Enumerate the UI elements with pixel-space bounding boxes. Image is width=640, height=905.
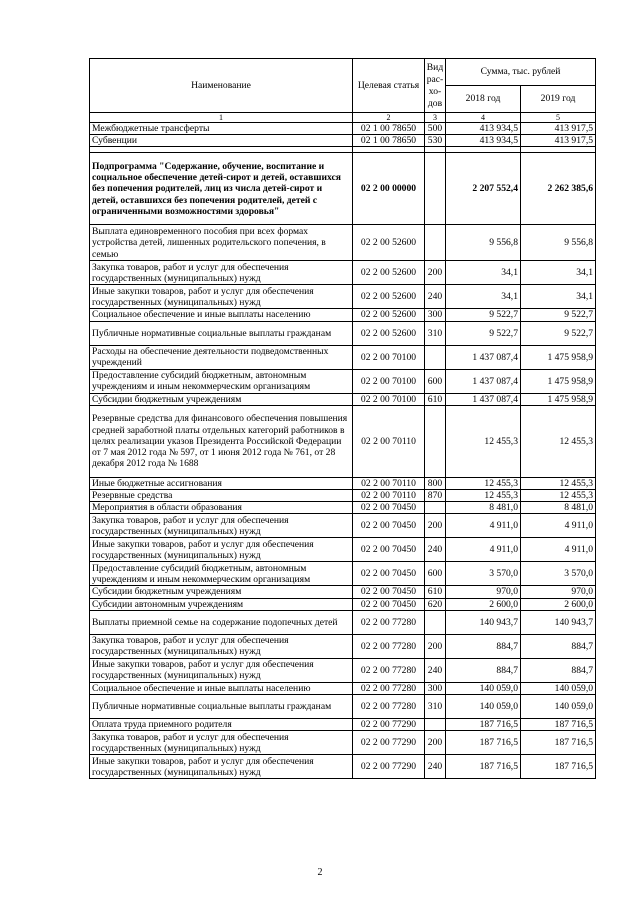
row-sum-2018: 2 207 552,4	[446, 153, 521, 225]
row-expense-type: 240	[425, 538, 446, 562]
row-target-code: 02 2 00 00000	[353, 153, 425, 225]
header-year-2019: 2019 год	[521, 86, 596, 113]
table-row	[90, 634, 596, 658]
row-target-code: 02 2 00 70110	[353, 477, 425, 489]
row-sum-2019: 187 716,5	[521, 719, 596, 731]
row-target-code: 02 2 00 52600	[353, 285, 425, 309]
table-row	[90, 598, 596, 610]
row-sum-2018: 9 522,7	[446, 309, 521, 321]
row-name: Расходы на обеспечение деятельности подведомственных учреждений	[90, 345, 353, 369]
header-type-line: рас-	[426, 73, 444, 85]
row-name: Субсидии автономным учреждениям	[90, 598, 353, 610]
row-sum-2018: 884,7	[446, 634, 521, 658]
row-sum-2018: 12 455,3	[446, 477, 521, 489]
row-sum-2018: 413 934,5	[446, 135, 521, 147]
table-row	[90, 135, 596, 147]
row-sum-2019: 1 475 958,9	[521, 369, 596, 393]
row-expense-type: 610	[425, 586, 446, 598]
table-row	[90, 755, 596, 779]
row-name: Закупка товаров, работ и услуг для обеспечения государственных (муниципальных) нужд	[90, 261, 353, 285]
row-sum-2018: 1 437 087,4	[446, 369, 521, 393]
row-sum-2019: 140 059,0	[521, 682, 596, 694]
row-sum-2018: 12 455,3	[446, 405, 521, 477]
row-expense-type: 200	[425, 634, 446, 658]
table-row	[90, 610, 596, 634]
row-name: Межбюджетные трансферты	[90, 123, 353, 135]
row-name: Иные закупки товаров, работ и услуг для обеспечения государственных (муниципальных) нужд	[90, 285, 353, 309]
row-sum-2018: 187 716,5	[446, 719, 521, 731]
row-name: Резервные средства для финансового обеспечения повышения средней заработной платы отдельных категорий работников в целях реализации указов Президента Российской Федерации от 7 мая 2012 года № 597, от 1 июня 2012 года № 761, от 28 декабря 2012 года № 1688	[90, 405, 353, 477]
table-row	[90, 538, 596, 562]
table-row	[90, 369, 596, 393]
row-sum-2019: 4 911,0	[521, 538, 596, 562]
table-row	[90, 562, 596, 586]
row-target-code: 02 2 00 77280	[353, 634, 425, 658]
table-row	[90, 586, 596, 598]
row-expense-type	[425, 225, 446, 261]
row-name: Предоставление субсидий бюджетным, автономным учреждениям и иным некоммерческим организациям	[90, 562, 353, 586]
row-target-code: 02 2 00 77280	[353, 695, 425, 719]
row-sum-2018: 970,0	[446, 586, 521, 598]
row-sum-2018: 4 911,0	[446, 514, 521, 538]
row-target-code: 02 2 00 70100	[353, 369, 425, 393]
row-name: Закупка товаров, работ и услуг для обеспечения государственных (муниципальных) нужд	[90, 731, 353, 755]
row-sum-2018: 1 437 087,4	[446, 393, 521, 405]
row-sum-2019: 9 556,8	[521, 225, 596, 261]
row-name: Иные закупки товаров, работ и услуг для обеспечения государственных (муниципальных) нужд	[90, 755, 353, 779]
row-expense-type: 240	[425, 755, 446, 779]
row-sum-2018: 34,1	[446, 285, 521, 309]
table-row	[90, 695, 596, 719]
row-name: Социальное обеспечение и иные выплаты населению	[90, 309, 353, 321]
row-expense-type: 610	[425, 393, 446, 405]
row-name: Резервные средства	[90, 490, 353, 502]
table-row	[90, 261, 596, 285]
row-sum-2018: 8 481,0	[446, 502, 521, 514]
table-row	[90, 393, 596, 405]
header-type-line: дов	[427, 97, 443, 109]
row-name: Социальное обеспечение и иные выплаты населению	[90, 682, 353, 694]
header-type	[425, 59, 446, 113]
row-expense-type: 300	[425, 309, 446, 321]
row-target-code: 02 2 00 70450	[353, 562, 425, 586]
header-type-line: Вид	[426, 61, 444, 73]
row-target-code: 02 1 00 78650	[353, 123, 425, 135]
row-expense-type	[425, 502, 446, 514]
column-index: 1	[90, 113, 353, 123]
row-sum-2018: 140 059,0	[446, 695, 521, 719]
row-target-code: 02 2 00 77280	[353, 682, 425, 694]
row-sum-2019: 2 262 385,6	[521, 153, 596, 225]
row-sum-2018: 1 437 087,4	[446, 345, 521, 369]
row-name: Субвенции	[90, 135, 353, 147]
row-sum-2019: 12 455,3	[521, 490, 596, 502]
row-sum-2018: 413 934,5	[446, 123, 521, 135]
table-row	[90, 502, 596, 514]
row-name: Мероприятия в области образования	[90, 502, 353, 514]
row-target-code: 02 2 00 77280	[353, 658, 425, 682]
row-expense-type	[425, 345, 446, 369]
row-target-code: 02 2 00 77290	[353, 731, 425, 755]
row-target-code: 02 2 00 77290	[353, 719, 425, 731]
row-target-code: 02 2 00 70450	[353, 538, 425, 562]
row-expense-type: 600	[425, 369, 446, 393]
table-row	[90, 321, 596, 345]
row-sum-2019: 8 481,0	[521, 502, 596, 514]
column-index: 5	[521, 113, 596, 123]
row-sum-2019: 34,1	[521, 285, 596, 309]
header-target: Целевая статья	[353, 59, 425, 113]
row-sum-2019: 970,0	[521, 586, 596, 598]
table-row	[90, 490, 596, 502]
header-name: Наименование	[90, 59, 353, 113]
row-sum-2019: 2 600,0	[521, 598, 596, 610]
row-target-code: 02 2 00 70450	[353, 586, 425, 598]
row-name: Субсидии бюджетным учреждениям	[90, 393, 353, 405]
row-sum-2019: 187 716,5	[521, 755, 596, 779]
row-name: Выплата единовременного пособия при всех формах устройства детей, лишенных родительского попечения, в семью	[90, 225, 353, 261]
row-sum-2019: 140 943,7	[521, 610, 596, 634]
table-row	[90, 682, 596, 694]
row-expense-type: 310	[425, 321, 446, 345]
row-sum-2019: 884,7	[521, 634, 596, 658]
row-expense-type: 200	[425, 514, 446, 538]
table-row	[90, 477, 596, 489]
row-sum-2019: 4 911,0	[521, 514, 596, 538]
row-target-code: 02 2 00 70110	[353, 405, 425, 477]
table-row	[90, 345, 596, 369]
row-name: Публичные нормативные социальные выплаты гражданам	[90, 321, 353, 345]
row-sum-2018: 34,1	[446, 261, 521, 285]
row-expense-type: 870	[425, 490, 446, 502]
row-target-code: 02 2 00 77290	[353, 755, 425, 779]
row-sum-2019: 12 455,3	[521, 477, 596, 489]
row-sum-2019: 187 716,5	[521, 731, 596, 755]
row-sum-2019: 1 475 958,9	[521, 393, 596, 405]
table-row	[90, 309, 596, 321]
row-expense-type	[425, 405, 446, 477]
row-expense-type: 310	[425, 695, 446, 719]
row-sum-2018: 187 716,5	[446, 755, 521, 779]
row-sum-2018: 187 716,5	[446, 731, 521, 755]
row-sum-2019: 884,7	[521, 658, 596, 682]
budget-table	[89, 58, 596, 779]
row-name: Подпрограмма "Содержание, обучение, воспитание и социальное обеспечение детей-сирот и детей, оставшихся без попечения родителей, лиц из числа детей-сирот и детей, оставшихся без попечения родителей, детей с ограниченными возможностями здоровья"	[90, 153, 353, 225]
row-sum-2019: 140 059,0	[521, 695, 596, 719]
row-name: Оплата труда приемного родителя	[90, 719, 353, 731]
row-name: Закупка товаров, работ и услуг для обеспечения государственных (муниципальных) нужд	[90, 514, 353, 538]
row-target-code: 02 2 00 70450	[353, 598, 425, 610]
row-name: Выплаты приемной семье на содержание подопечных детей	[90, 610, 353, 634]
row-name: Иные закупки товаров, работ и услуг для обеспечения государственных (муниципальных) нужд	[90, 538, 353, 562]
table-row	[90, 285, 596, 309]
row-name: Предоставление субсидий бюджетным, автономным учреждениям и иным некоммерческим организациям	[90, 369, 353, 393]
row-expense-type: 600	[425, 562, 446, 586]
row-sum-2019: 34,1	[521, 261, 596, 285]
row-sum-2018: 2 600,0	[446, 598, 521, 610]
row-target-code: 02 2 00 52600	[353, 225, 425, 261]
row-sum-2018: 140 059,0	[446, 682, 521, 694]
column-index-row	[90, 113, 596, 123]
row-expense-type: 530	[425, 135, 446, 147]
table-row	[90, 731, 596, 755]
row-sum-2018: 4 911,0	[446, 538, 521, 562]
row-sum-2018: 140 943,7	[446, 610, 521, 634]
row-sum-2018: 12 455,3	[446, 490, 521, 502]
table-row	[90, 225, 596, 261]
header-year-2018: 2018 год	[446, 86, 521, 113]
row-name: Иные закупки товаров, работ и услуг для обеспечения государственных (муниципальных) нужд	[90, 658, 353, 682]
row-target-code: 02 2 00 70100	[353, 393, 425, 405]
column-index: 3	[425, 113, 446, 123]
row-sum-2018: 884,7	[446, 658, 521, 682]
row-target-code: 02 1 00 78650	[353, 135, 425, 147]
table-row	[90, 153, 596, 225]
header-row	[90, 59, 596, 86]
row-name: Закупка товаров, работ и услуг для обеспечения государственных (муниципальных) нужд	[90, 634, 353, 658]
table-row	[90, 405, 596, 477]
row-expense-type: 240	[425, 658, 446, 682]
row-target-code: 02 2 00 70450	[353, 502, 425, 514]
row-sum-2019: 1 475 958,9	[521, 345, 596, 369]
row-name: Публичные нормативные социальные выплаты гражданам	[90, 695, 353, 719]
row-target-code: 02 2 00 70450	[353, 514, 425, 538]
table-row	[90, 719, 596, 731]
table-row	[90, 123, 596, 135]
table-row	[90, 514, 596, 538]
row-expense-type	[425, 153, 446, 225]
row-expense-type	[425, 719, 446, 731]
row-sum-2019: 9 522,7	[521, 309, 596, 321]
row-expense-type: 200	[425, 261, 446, 285]
row-sum-2019: 9 522,7	[521, 321, 596, 345]
row-target-code: 02 2 00 70110	[353, 490, 425, 502]
column-index: 2	[353, 113, 425, 123]
row-sum-2018: 9 556,8	[446, 225, 521, 261]
row-sum-2019: 3 570,0	[521, 562, 596, 586]
row-expense-type: 240	[425, 285, 446, 309]
page-number: 2	[317, 867, 323, 878]
row-target-code: 02 2 00 70100	[353, 345, 425, 369]
row-expense-type: 800	[425, 477, 446, 489]
header-sum: Сумма, тыс. рублей	[446, 59, 596, 86]
row-target-code: 02 2 00 77280	[353, 610, 425, 634]
row-expense-type	[425, 610, 446, 634]
column-index: 4	[446, 113, 521, 123]
row-target-code: 02 2 00 52600	[353, 261, 425, 285]
row-sum-2019: 12 455,3	[521, 405, 596, 477]
row-expense-type: 620	[425, 598, 446, 610]
row-expense-type: 300	[425, 682, 446, 694]
row-expense-type: 500	[425, 123, 446, 135]
row-name: Иные бюджетные ассигнования	[90, 477, 353, 489]
row-expense-type: 200	[425, 731, 446, 755]
header-type-line: хо-	[428, 85, 442, 97]
row-sum-2018: 9 522,7	[446, 321, 521, 345]
row-sum-2018: 3 570,0	[446, 562, 521, 586]
table-row	[90, 658, 596, 682]
row-sum-2019: 413 917,5	[521, 123, 596, 135]
row-target-code: 02 2 00 52600	[353, 309, 425, 321]
row-name: Субсидии бюджетным учреждениям	[90, 586, 353, 598]
budget-table-body	[90, 59, 596, 779]
row-sum-2019: 413 917,5	[521, 135, 596, 147]
row-target-code: 02 2 00 52600	[353, 321, 425, 345]
